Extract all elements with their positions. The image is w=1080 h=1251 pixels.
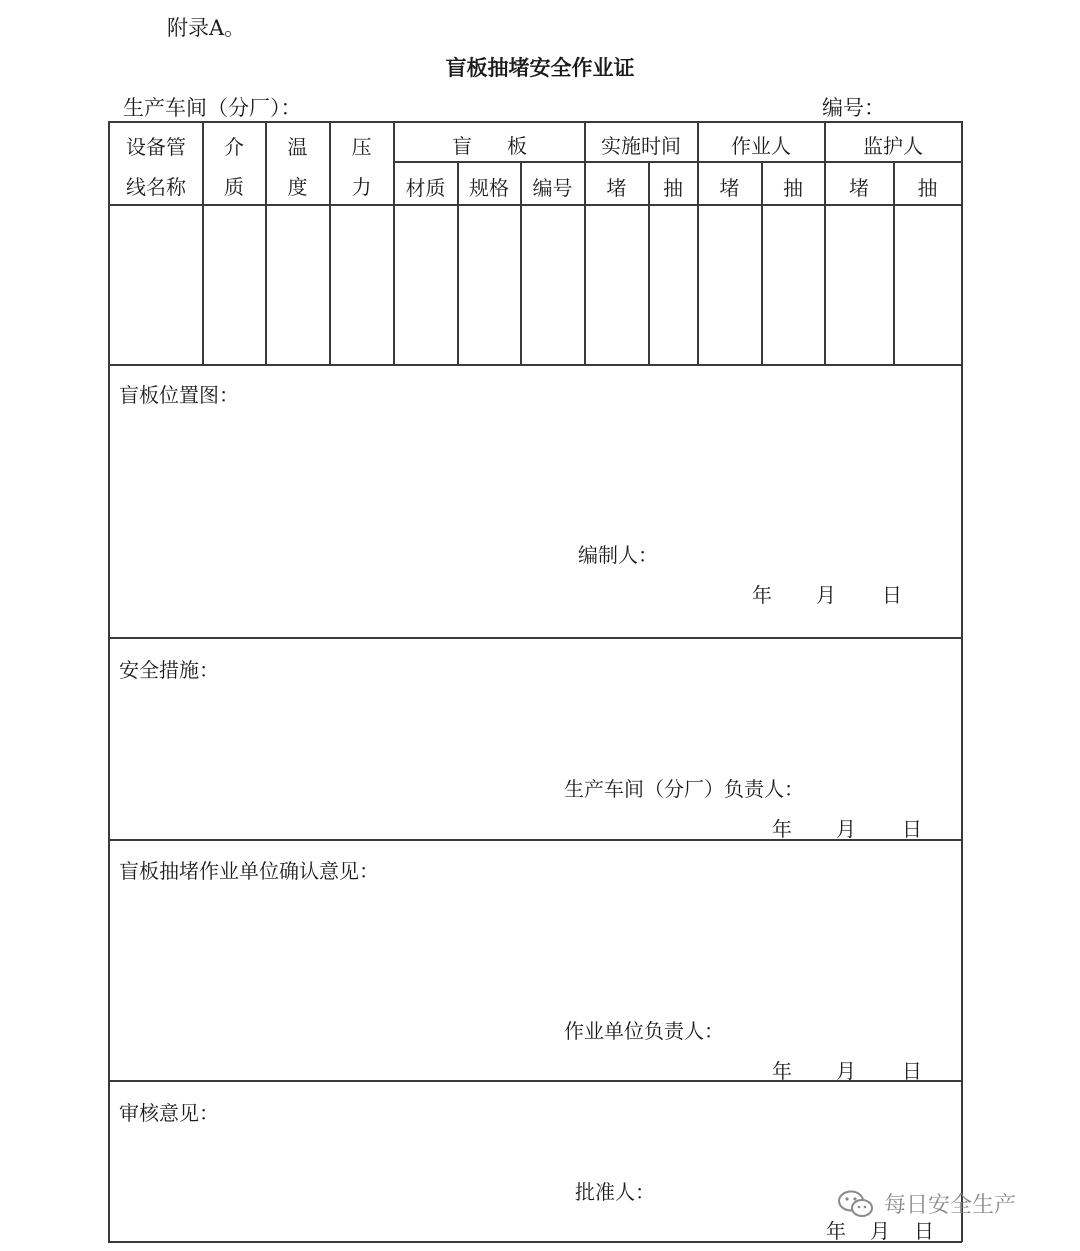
col-blind-number: 编号 [532, 176, 573, 200]
watermark [836, 1188, 1016, 1219]
col-medium-line2: 质 [224, 175, 244, 199]
col-worker-pull: 抽 [783, 176, 803, 200]
safety-measures-date [772, 813, 922, 842]
date-month: 月 [836, 1059, 856, 1083]
col-equipment-line1: 设备管 [126, 135, 186, 159]
col-guardian-plug: 堵 [849, 176, 869, 200]
work-unit-confirmation-label: 盲板抽堵作业单位确认意见： [119, 859, 379, 883]
date-month: 月 [816, 583, 836, 607]
date-day: 日 [882, 583, 902, 607]
blind-diagram-signer: 编制人： [578, 543, 658, 567]
col-pressure-line1: 压 [351, 135, 372, 159]
review-date [826, 1215, 934, 1244]
date-month: 月 [870, 1219, 890, 1243]
date-day: 日 [914, 1219, 934, 1243]
col-blind-char1: 盲 [452, 134, 472, 158]
work-unit-signer: 作业单位负责人： [564, 1019, 724, 1043]
table-data-row[interactable] [110, 206, 961, 364]
date-year: 年 [772, 1059, 792, 1083]
appendix-label: 附录A。 [167, 16, 246, 40]
date-year: 年 [772, 817, 792, 841]
work-unit-date [772, 1055, 922, 1084]
col-time-pull: 抽 [663, 176, 683, 200]
review-label: 审核意见： [119, 1101, 219, 1125]
safety-measures-label: 安全措施： [119, 658, 219, 682]
col-temp-line2: 度 [287, 175, 308, 199]
col-worker: 作业人 [731, 134, 791, 158]
date-month: 月 [836, 817, 856, 841]
date-year: 年 [826, 1219, 846, 1243]
safety-measures-signer: 生产车间（分厂）负责人： [564, 777, 804, 801]
col-medium-line1: 介 [224, 135, 244, 159]
watermark-text: 每日安全生产 [884, 1193, 1017, 1218]
workshop-label: 生产车间（分厂）： [123, 96, 302, 120]
col-time: 实施时间 [601, 134, 681, 158]
col-guardian-pull: 抽 [917, 176, 938, 200]
number-label: 编号： [822, 96, 885, 120]
blind-diagram-label: 盲板位置图： [119, 383, 239, 407]
col-guardian: 监护人 [863, 134, 923, 158]
col-worker-plug: 堵 [719, 176, 740, 200]
date-day: 日 [902, 817, 922, 841]
col-blind-char2: 板 [507, 134, 527, 158]
blind-diagram-date [752, 579, 902, 608]
wechat-icon [836, 1189, 876, 1219]
col-blind-material: 材质 [405, 176, 446, 200]
col-blind-spec: 规格 [469, 176, 509, 200]
date-day: 日 [902, 1059, 922, 1083]
page-title: 盲板抽堵安全作业证 [445, 55, 635, 80]
col-temp-line1: 温 [287, 135, 308, 159]
col-equipment-line2: 线名称 [126, 175, 186, 199]
review-signer: 批准人： [575, 1180, 655, 1204]
date-year: 年 [752, 583, 772, 607]
col-pressure-line2: 力 [351, 175, 372, 199]
col-time-plug: 堵 [606, 176, 627, 200]
